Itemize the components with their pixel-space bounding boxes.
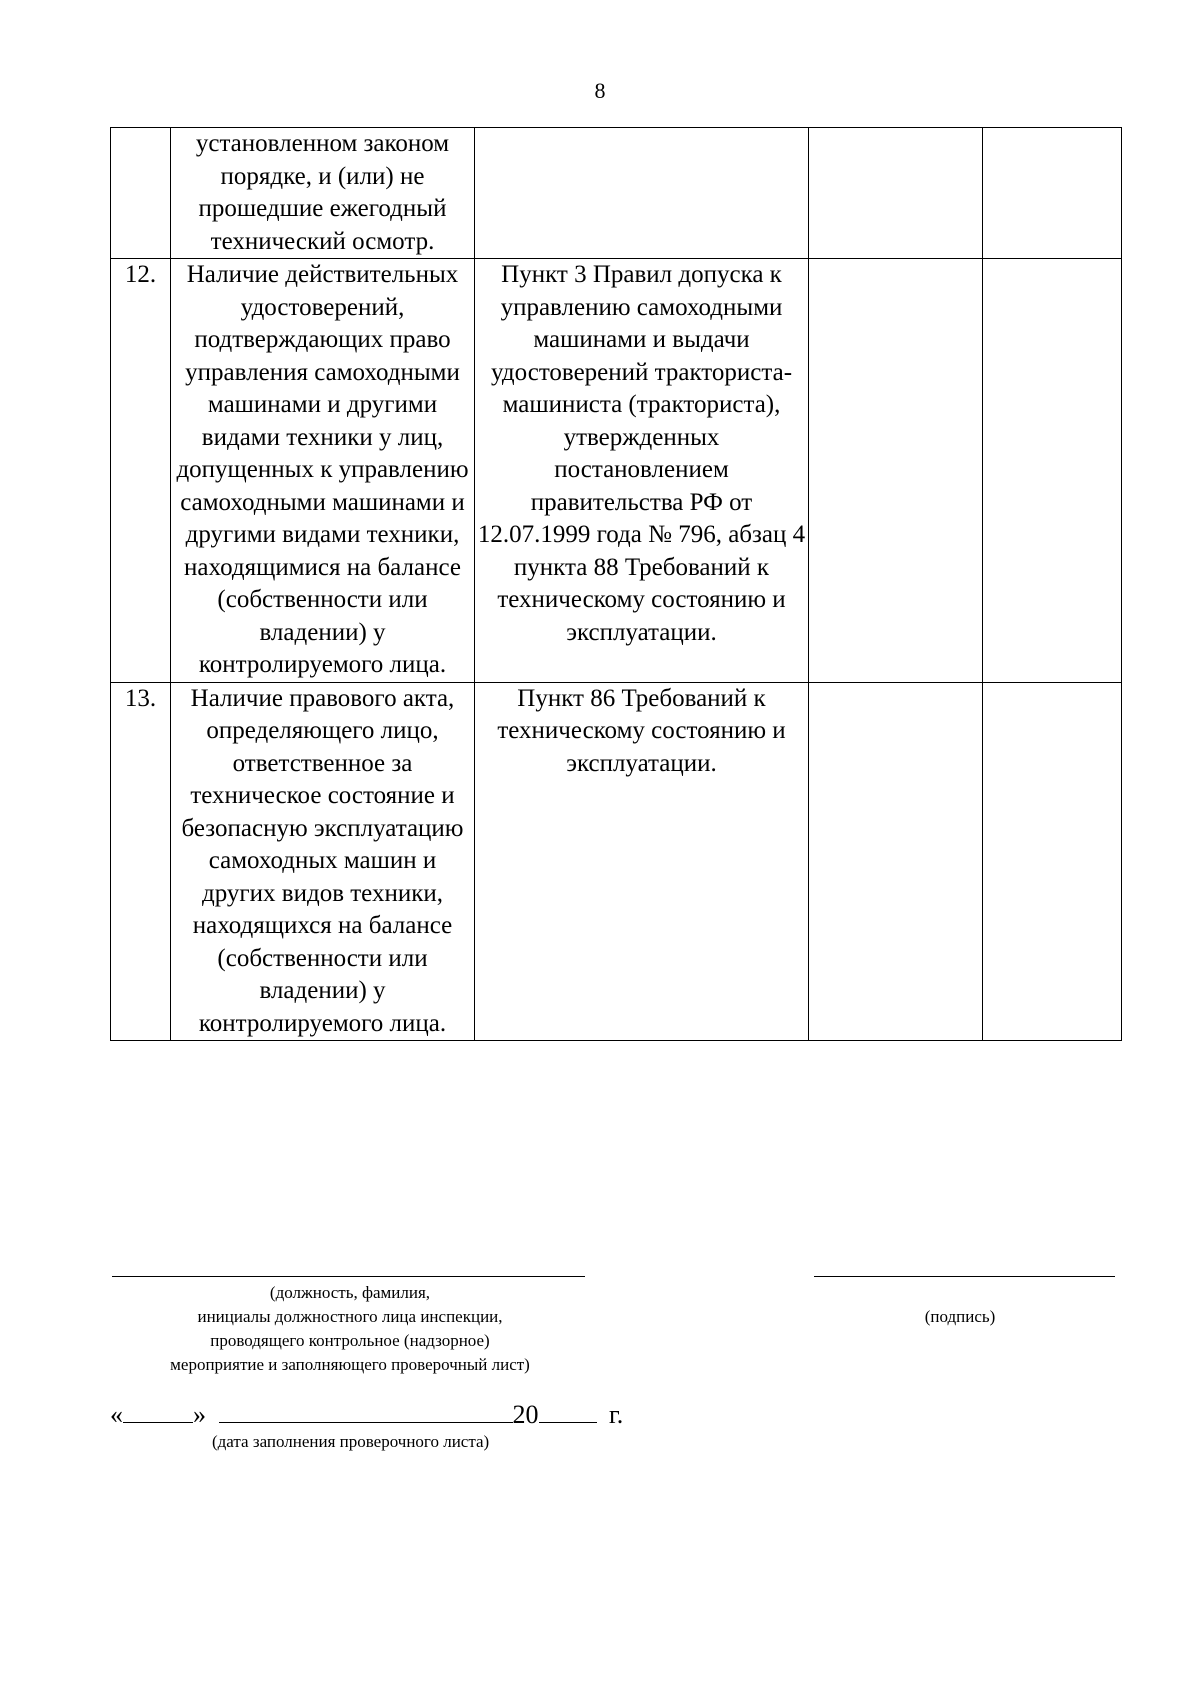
table-row (111, 682, 1122, 1041)
requirement-cell: Наличие правового акта, определяющего лицо, ответственное за техническое состояние и безопасную эксплуатацию самоходных машин и других видов техники, находящихся на балансе (собственности или владении) у контролируемого лица. (171, 682, 475, 1041)
note-cell[interactable] (983, 259, 1122, 683)
open-quote: « (110, 1400, 123, 1429)
year-blank[interactable] (539, 1400, 597, 1423)
month-blank[interactable] (219, 1400, 513, 1423)
year-suffix: г. (609, 1400, 624, 1429)
row-number (111, 128, 171, 259)
signature-caption: (подпись) (924, 1307, 996, 1326)
date-line (110, 1400, 623, 1430)
table-row (111, 128, 1122, 259)
note-cell[interactable] (983, 682, 1122, 1041)
requirement-cell: Наличие действительных удостоверений, подтверждающих право управления самоходными машинами и другими видами техники у лиц, допущенных к управлению самоходными машинами и другими видами техники, находящимися на балансе (собственности или владении) у контролируемого лица. (171, 259, 475, 683)
reference-cell: Пункт 86 Требований к техническому состоянию и эксплуатации. (475, 682, 809, 1041)
official-name-line[interactable] (112, 1276, 585, 1277)
row-number: 13. (111, 682, 171, 1041)
row-number: 12. (111, 259, 171, 683)
answer-cell[interactable] (809, 682, 983, 1041)
official-caption-line: инициалы должностного лица инспекции, (197, 1307, 503, 1326)
official-caption (90, 1281, 610, 1377)
close-quote: » (193, 1400, 206, 1429)
official-caption-line: мероприятие и заполняющего проверочный лист) (170, 1355, 530, 1374)
checklist-table (110, 127, 1122, 1041)
requirement-cell: установленном законом порядке, и (или) не прошедшие ежегодный технический осмотр. (171, 128, 475, 259)
reference-cell (475, 128, 809, 259)
official-caption-line: (должность, фамилия, (269, 1283, 431, 1302)
year-prefix: 20 (512, 1400, 539, 1429)
official-caption-line: проводящего контрольное (надзорное) (210, 1331, 490, 1350)
day-blank[interactable] (123, 1400, 193, 1423)
answer-cell[interactable] (809, 259, 983, 683)
table-row (111, 259, 1122, 683)
answer-cell[interactable] (809, 128, 983, 259)
date-caption: (дата заполнения проверочного листа) (212, 1432, 490, 1451)
page-number: 8 (594, 78, 606, 103)
reference-cell: Пункт 3 Правил допуска к управлению самоходными машинами и выдачи удостоверений тракториста-машиниста (тракториста), утвержденных постановлением правительства РФ от 12.07.1999 года № 796, абзац 4 пункта 88 Требований к техническому состоянию и эксплуатации. (475, 259, 809, 683)
note-cell[interactable] (983, 128, 1122, 259)
signature-line[interactable] (814, 1276, 1115, 1277)
